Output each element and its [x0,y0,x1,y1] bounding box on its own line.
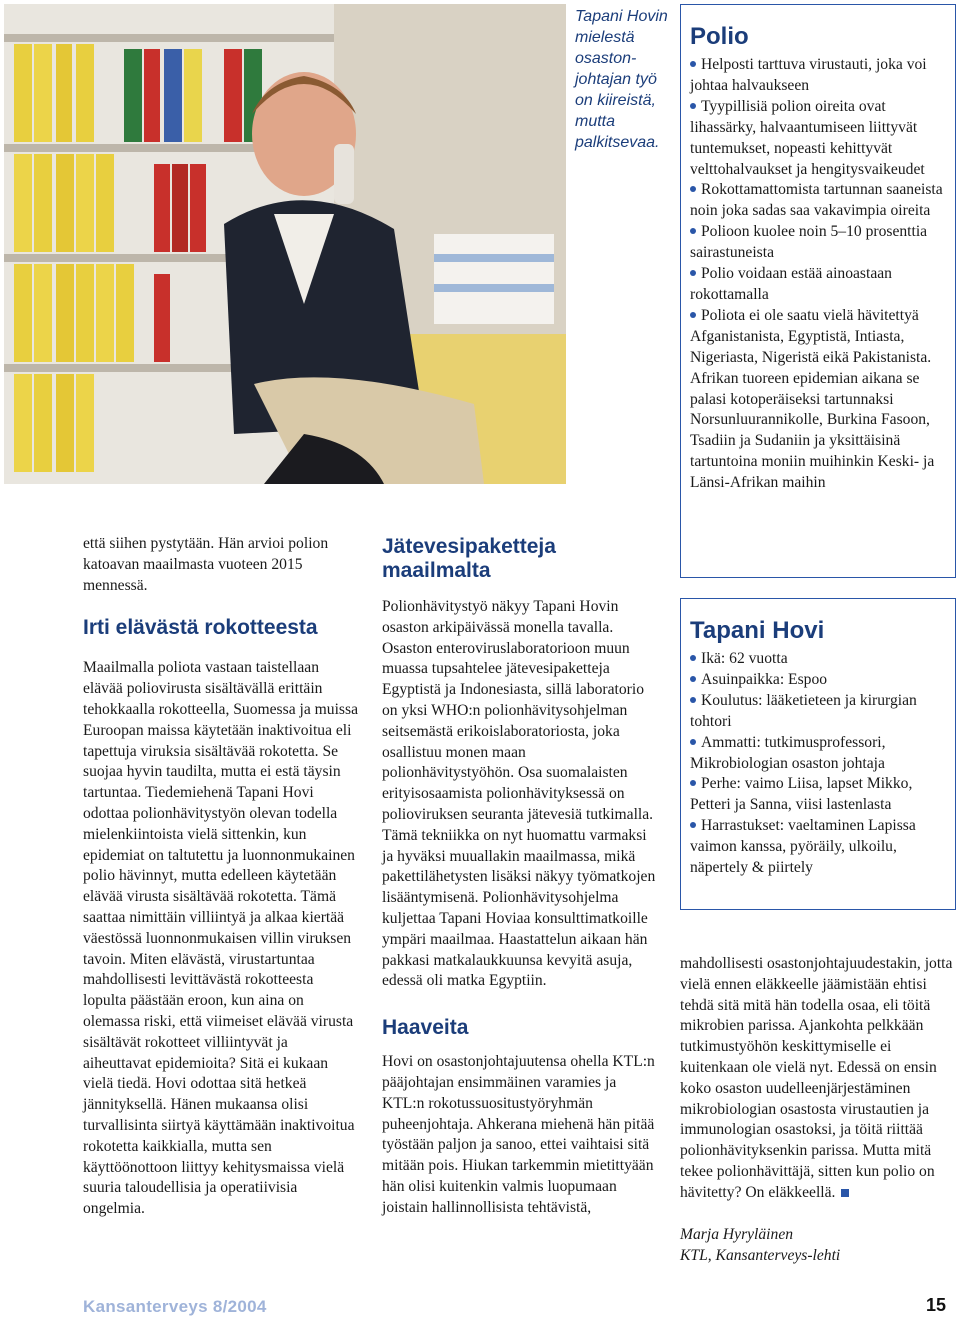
column-3-body-paragraph: mahdollisesti osastonjohtajuudestakin, jotta vielä ennen eläkkeelle jäämistään ehtisi tehdä sitä mitä hän todella osaa, eli töitä mikrobien parissa. Ajankohta pelkkään tutkimustyöhön keskittymiselle ei kuitenkaan ole vielä nyt. Edessä on ensin koko osaston uudelleenjärjestäminen mikrobiologian osastosta virustautien ja immunologian osastoksi, ja töitä riittää polionhävityksenkin parissa. Mutta mitä tekee polionhävittäjä, sitten kun polio on hävitetty? On eläkkeellä. [680,955,953,1201]
bullet-icon [690,61,696,67]
list-item: Asuinpaikka: Espoo [690,670,947,691]
end-mark-icon [841,1189,849,1197]
column-1 [83,534,360,1220]
bullet-icon [690,822,696,828]
byline [680,1224,956,1266]
article-photo [4,4,566,484]
list-item: Perhe: vaimo Liisa, lapset Mikko, Petteri ja Sanna, viisi lastenlasta [690,775,913,814]
byline-organization: KTL, Kansanterveys-lehti [680,1246,841,1264]
list-item: Helposti tarttuva virustauti, joka voi johtaa halvaukseen [690,56,927,94]
bullet-icon [690,676,696,682]
list-item: Tyypillisiä polion oireita ovat lihassärky, halvaantumiseen liittyvät tuntemukset, nopeasti kehittyvät velttohalvaukset ja hengitysvaikeudet [690,97,925,178]
profile-box-title: Tapani Hovi [690,617,825,644]
column-2 [382,535,658,1219]
bullet-icon [690,228,696,234]
page-number: 15 [926,1295,947,1315]
column-1-intro-paragraph: että siihen pystytään. Hän arvioi polion katoavan maailmasta vuoteen 2015 mennessä. [83,535,329,594]
list-item: Ammatti: tutkimusprofessori, Mikrobiologian osaston johtaja [690,733,886,772]
list-item: Polioon kuolee noin 5–10 prosenttia sairastuneista [690,223,928,262]
polio-box-title: Polio [690,23,749,50]
column-2-body-paragraph-1: Polionhävitystyö näkyy Tapani Hovin osaston arkipäivässä monella tavalla. Osaston enteroviruslaboratorioon muun muassa tupsahtelee jätevesipaketteja Egyptistä ja Indonesiasta, sillä laboratorio on yksi WHO:n polionhävitysohjelman seitsemästä erikoislaboratoriosta, joka osallistuu monen maan polionhävitystyöhön. Osa suomalaisten erityisosaamista polionhävityksessä on polioviruksen seuranta jätevesiä tutkimalla. Tämä tekniikka on nyt huomattu varmaksi ja hyväksi muuallakin maailmassa, mikä pakettilähetysten lisäksi näkyy työmatkojen lisääntymisenä. Polionhävitysohjelma kuljettaa Tapani Hoviaa konsulttimatkoille ympäri maailmaa. Haastattelun aikaan hän pakkasi matkalaukkuunsa kevyitä asuja, edessä oli matka Egyptiin. [382,598,656,990]
list-item: Poliota ei ole saatu vielä hävitettyä Afganistanista, Egyptistä, Intiasta, Nigeriasta, Nigeristä eikä Pakistanista. Afrikan tuoreen epidemian aikana se palasi kotoperäiseksi tartunnaksi Norsunluurannikolle, Burkina Fasoon, Tsadiin ja Sudaniin ja yksittäisinä tartuntoina moniin muihinkin Keski- ja Länsi-Afrikan maihin [690,306,935,492]
list-item: Rokottamattomista tartunnan saaneista noin joka sadas saa vakavimpia oireita [690,181,943,220]
photo-caption: Tapani Hovin mielestä osaston-johtajan työ on kiireistä, mutta palkitsevaa. [575,8,668,151]
byline-author: Marja Hyryläinen [680,1225,794,1243]
bullet-icon [690,655,696,661]
list-item: Polio voidaan estää ainoastaan rokottamalla [690,265,892,303]
bullet-icon [690,186,696,192]
bullet-icon [690,697,696,703]
bullet-icon [690,103,696,109]
profile-facts-list [690,649,947,879]
column-1-body-paragraph: Maailmalla poliota vastaan taistellaan elävää poliovirusta sisältävällä erittäin tehokkaalla rokotteella, Suomessa ja muissa Euroopan maissa käytetään inaktivoitua eli tapettuja viruksia sisältävää rokotetta. Se suojaa hyvin taudilta, mutta ei estä täysin tartuntaa. Tiedemiehenä Tapani Hovi odottaa polionhävitystyön olevan todella mielenkiintoista vielä sittenkin, kun epidemiat on taltutettu ja luonnonmukainen polio hävinnyt, mutta edelleen käytetään elävää virusta sisältävää rokotetta. Tämä saattaa nimittäin villiintyä ja alkaa kiertää väestössä luonnonmukaisen villin viruksen tavoin. Miten elävästä, virustartuntaa mahdollisesti levittävästä rokotteesta lopulta päästään eroon, kun aina on olemassa riski, että viimeiset elävää virusta sisältävät rokotteet villiintyvät ja aiheuttavat epidemioita? Sitä ei kukaan vielä tiedä. Hovi odottaa sitä hetkeä jännityksellä. Hänen mukaansa olisi turvallisinta siirtyä käyttämään inaktivoitua rokotetta kaikkialla, mutta sen käyttöönottoon liittyy kehitysmaissa vielä suuria taloudellisia ja operatiivisia ongelmia. [83,659,358,1218]
bullet-icon [690,312,696,318]
polio-facts-list [690,55,947,494]
polio-info-box [680,4,956,578]
bullet-icon [690,270,696,276]
column-3 [680,954,956,1266]
photo-illustration [4,4,566,484]
profile-info-box [680,598,956,910]
heading-irti-elavasta-rokotteesta: Irti elävästä rokotteesta [83,616,318,640]
heading-jatevesipaketteja: Jätevesipaketteja maailmalta [382,535,556,582]
column-2-body-paragraph-2: Hovi on osastonjohtajuutensa ohella KTL:n pääjohtajan ensimmäinen varamies ja KTL:n rokotussuositustyöryhmän puheenjohtaja. Ahkerana miehenä hän pitää työstään paljon ja sanoo, ettei vaihtaisi sitä mitään pois. Hiukan tarkemmin mietittyään hän olisi kuitenkin valmis luopumaan joistain hallinnollisista tehtävistä, [382,1053,655,1216]
bullet-icon [690,739,696,745]
heading-haaveita: Haaveita [382,1016,469,1040]
list-item: Ikä: 62 vuotta [690,649,947,670]
list-item: Harrastukset: vaeltaminen Lapissa vaimon kanssa, pyöräily, ulkoilu, näpertely & piirtely [690,817,916,877]
list-item: Koulutus: lääketieteen ja kirurgian tohtori [690,691,917,730]
publication-footer: Kansanterveys 8/2004 [83,1297,267,1316]
bullet-icon [690,780,696,786]
